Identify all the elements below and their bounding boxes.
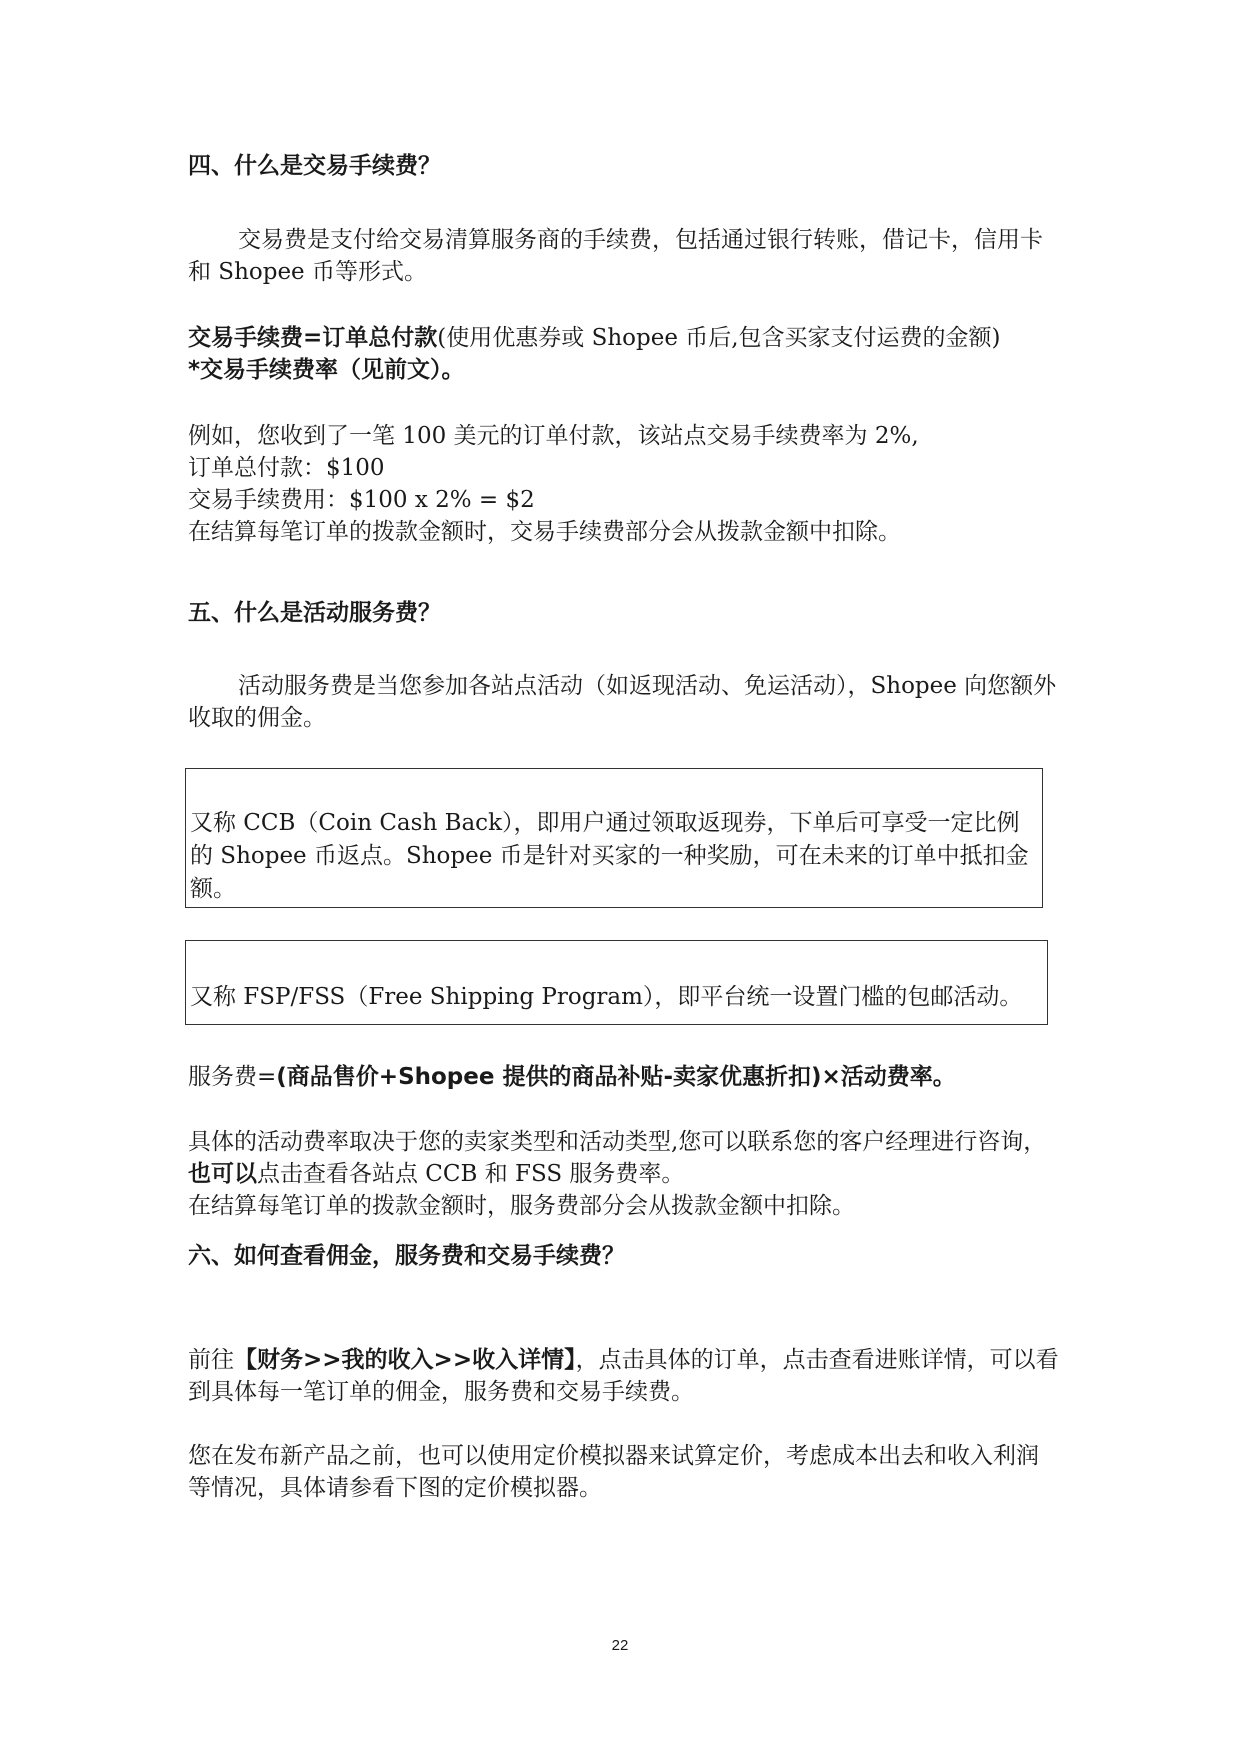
section-4-heading: 四、什么是交易手续费？: [188, 153, 441, 179]
section-4-example: [188, 420, 1060, 548]
section-6-heading: 六、如何查看佣金，服务费和交易手续费？: [188, 1243, 625, 1269]
formula-rate: *交易手续费率（见前文）。: [188, 357, 465, 383]
nav-path: 【财务>>我的收入>>收入详情】: [234, 1347, 576, 1373]
section-5-rate-info: [188, 1126, 1060, 1222]
page-number: 22: [611, 1637, 629, 1654]
service-fee-formula: [188, 1061, 1060, 1093]
rate-info-deduction: 在结算每笔订单的拨款金额时，服务费部分会从拨款金额中扣除。: [188, 1193, 855, 1219]
rate-info-text: 具体的活动费率取决于您的卖家类型和活动类型,您可以联系您的客户经理进行咨询，: [188, 1129, 1047, 1155]
section-6-simulator: 您在发布新产品之前，也可以使用定价模拟器来试算定价，考虑成本出去和收入利润等情况，具体请参看下图的定价模拟器。: [188, 1443, 1039, 1501]
service-fee-expression: (商品售价+Shopee 提供的商品补贴-卖家优惠折扣)×活动费率。: [276, 1064, 956, 1090]
section-6-navigation: [188, 1344, 1060, 1408]
section-5-intro: 活动服务费是当您参加各站点活动（如返现活动、免运活动），Shopee 向您额外收取的佣金。: [188, 673, 1057, 731]
section-4-formula: [188, 322, 1060, 386]
ccb-note-box: [185, 768, 1043, 908]
fsp-note-box: [185, 940, 1048, 1025]
rate-info-emphasis: 也可以: [188, 1161, 257, 1187]
example-line: 例如，您收到了一笔 100 美元的订单付款，该站点交易手续费率为 2%,: [188, 423, 919, 449]
service-fee-label: 服务费=: [188, 1064, 277, 1090]
example-line: 订单总付款：$100: [188, 455, 385, 481]
example-line: 交易手续费用：$100 x 2% = $2: [188, 487, 535, 513]
section-4-intro: 交易费是支付给交易清算服务商的手续费，包括通过银行转账，借记卡，信用卡和 Shopee 币等形式。: [188, 227, 1043, 285]
fsp-note-text: 又称 FSP/FSS（Free Shipping Program），即平台统一设置门槛的包邮活动。: [190, 984, 1023, 1010]
nav-prefix: 前往: [188, 1347, 234, 1373]
formula-term: 交易手续费=订单总付款: [188, 325, 438, 351]
ccb-note-text: 又称 CCB（Coin Cash Back），即用户通过领取返现券，下单后可享受一定比例的 Shopee 币返点。Shopee 币是针对买家的一种奖励，可在未来的订单中抵扣金额。: [190, 810, 1029, 902]
example-line: 在结算每笔订单的拨款金额时，交易手续费部分会从拨款金额中扣除。: [188, 519, 901, 545]
rate-info-link-text: 点击查看各站点 CCB 和 FSS 服务费率。: [257, 1161, 685, 1187]
formula-note: (使用优惠券或 Shopee 币后,包含买家支付运费的金额): [437, 325, 1001, 351]
nav-instructions: ，点击具体的订单，点击查看进账详情，可以看到具体每一笔订单的佣金，服务费和交易手续费。: [188, 1347, 1059, 1405]
section-5-heading: 五、什么是活动服务费？: [188, 600, 441, 626]
